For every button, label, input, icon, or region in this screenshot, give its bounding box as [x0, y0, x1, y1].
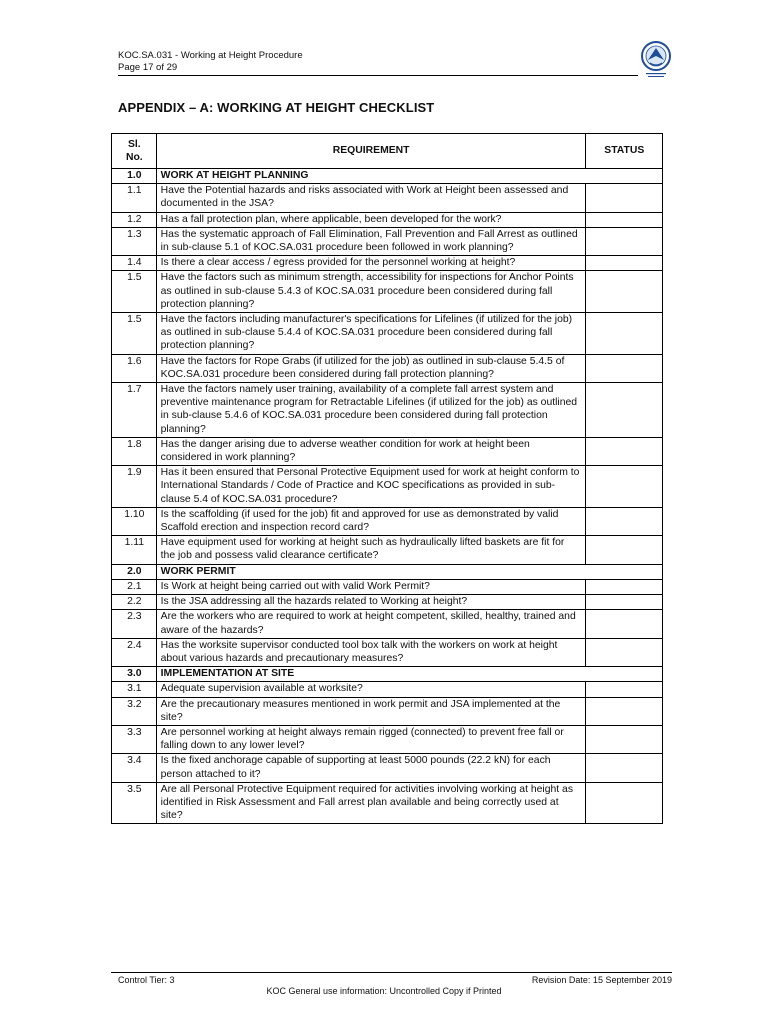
table-row: [112, 184, 663, 212]
table-row: [112, 536, 663, 564]
requirement-text: Have the factors including manufacturer's specifications for Lifelines (if utilized for the job) as outlined in sub-clause 5.4.4 of KOC.SA.031 procedure been considered during fall protection planning?: [156, 313, 585, 355]
table-row: [112, 782, 663, 824]
requirement-text: Is the fixed anchorage capable of supporting at least 5000 pounds (22.2 kN) for each person attached to it?: [156, 754, 585, 782]
requirement-text: Is Work at height being carried out with valid Work Permit?: [156, 579, 585, 594]
koc-logo-icon: [638, 40, 674, 80]
table-row: [112, 313, 663, 355]
section-row: [112, 169, 663, 184]
column-header-status: STATUS: [585, 134, 662, 169]
table-row: [112, 354, 663, 382]
status-cell[interactable]: [585, 595, 662, 610]
item-number: 1.5: [112, 271, 157, 313]
item-number: 1.11: [112, 536, 157, 564]
status-cell[interactable]: [585, 579, 662, 594]
item-number: 1.5: [112, 313, 157, 355]
doc-title-line: KOC.SA.031 - Working at Height Procedure: [118, 50, 303, 61]
table-row: [112, 227, 663, 255]
table-row: [112, 437, 663, 465]
status-cell[interactable]: [585, 638, 662, 666]
requirement-text: Have equipment used for working at height such as hydraulically lifted baskets are fit for the job and possess valid clearance certificate?: [156, 536, 585, 564]
status-cell[interactable]: [585, 697, 662, 725]
requirement-text: Are the workers who are required to work at height competent, skilled, healthy, trained and aware of the hazards?: [156, 610, 585, 638]
item-number: 3.1: [112, 682, 157, 697]
item-number: 3.3: [112, 725, 157, 753]
requirement-text: Has the danger arising due to adverse weather condition for work at height been considered in work planning?: [156, 437, 585, 465]
item-number: 2.4: [112, 638, 157, 666]
page-title: APPENDIX – A: WORKING AT HEIGHT CHECKLIST: [118, 100, 435, 115]
status-cell[interactable]: [585, 256, 662, 271]
table-header-row: [112, 134, 663, 169]
section-title: WORK AT HEIGHT PLANNING: [156, 169, 662, 184]
item-number: 1.10: [112, 507, 157, 535]
header-divider: [118, 75, 638, 76]
requirement-text: Has it been ensured that Personal Protective Equipment used for work at height conform to International Standards / Code of Practice and KOC specifications as provided in sub-clause 5.4 of KOC.SA.031 procedure?: [156, 466, 585, 508]
status-cell[interactable]: [585, 313, 662, 355]
document-header: [118, 50, 303, 74]
table-row: [112, 697, 663, 725]
table-row: [112, 212, 663, 227]
item-number: 1.8: [112, 437, 157, 465]
page-number-line: Page 17 of 29: [118, 62, 178, 73]
item-number: 1.4: [112, 256, 157, 271]
status-cell[interactable]: [585, 754, 662, 782]
item-number: 1.2: [112, 212, 157, 227]
status-cell[interactable]: [585, 466, 662, 508]
checklist-table: [111, 133, 663, 824]
requirement-text: Are the precautionary measures mentioned in work permit and JSA implemented at the site?: [156, 697, 585, 725]
item-number: 3.5: [112, 782, 157, 824]
status-cell[interactable]: [585, 354, 662, 382]
status-cell[interactable]: [585, 507, 662, 535]
item-number: 2.2: [112, 595, 157, 610]
status-cell[interactable]: [585, 782, 662, 824]
section-row: [112, 564, 663, 579]
status-cell[interactable]: [585, 212, 662, 227]
table-row: [112, 725, 663, 753]
table-row: [112, 595, 663, 610]
item-number: 3.2: [112, 697, 157, 725]
table-row: [112, 682, 663, 697]
requirement-text: Have the factors namely user training, availability of a complete fall arrest system and preventive maintenance program for Retractable Lifelines (if utilized for the job) as outlined in sub-clause 5.4.6 of KOC.SA.031 procedure been considered during fall protection planning?: [156, 383, 585, 438]
item-number: 1.3: [112, 227, 157, 255]
requirement-text: Adequate supervision available at worksite?: [156, 682, 585, 697]
footer-divider: [111, 972, 672, 973]
item-number: 2.1: [112, 579, 157, 594]
item-number: 1.9: [112, 466, 157, 508]
copy-notice: KOC General use information: Uncontrolled Copy if Printed: [266, 986, 502, 996]
table-row: [112, 256, 663, 271]
requirement-text: Are personnel working at height always remain rigged (connected) to prevent free fall or falling down to any lower level?: [156, 725, 585, 753]
status-cell[interactable]: [585, 536, 662, 564]
requirement-text: Has a fall protection plan, where applicable, been developed for the work?: [156, 212, 585, 227]
item-number: 3.4: [112, 754, 157, 782]
column-header-requirement: REQUIREMENT: [156, 134, 585, 169]
item-number: 1.1: [112, 184, 157, 212]
status-cell[interactable]: [585, 437, 662, 465]
section-title: WORK PERMIT: [156, 564, 662, 579]
requirement-text: Have the Potential hazards and risks associated with Work at Height been assessed and documented in the JSA?: [156, 184, 585, 212]
item-number: 2.0: [112, 564, 157, 579]
requirement-text: Is there a clear access / egress provided for the personnel working at height?: [156, 256, 585, 271]
status-cell[interactable]: [585, 725, 662, 753]
status-cell[interactable]: [585, 271, 662, 313]
requirement-text: Have the factors for Rope Grabs (if utilized for the job) as outlined in sub-clause 5.4.5 of KOC.SA.031 procedure been considered during fall protection planning?: [156, 354, 585, 382]
status-cell[interactable]: [585, 227, 662, 255]
status-cell[interactable]: [585, 610, 662, 638]
item-number: 1.7: [112, 383, 157, 438]
revision-date: Revision Date: 15 September 2019: [531, 975, 672, 985]
item-number: 2.3: [112, 610, 157, 638]
requirement-text: Are all Personal Protective Equipment required for activities involving working at height as identified in Risk Assessment and Fall arrest plan available and being correctly used at site?: [156, 782, 585, 824]
table-row: [112, 466, 663, 508]
table-row: [112, 579, 663, 594]
status-cell[interactable]: [585, 383, 662, 438]
requirement-text: Is the JSA addressing all the hazards related to Working at height?: [156, 595, 585, 610]
table-row: [112, 271, 663, 313]
item-number: 1.6: [112, 354, 157, 382]
column-header-number: Sl. No.: [112, 134, 157, 169]
section-row: [112, 667, 663, 682]
item-number: 1.0: [112, 169, 157, 184]
requirement-text: Is the scaffolding (if used for the job) fit and approved for use as demonstrated by valid Scaffold erection and inspection record card?: [156, 507, 585, 535]
status-cell[interactable]: [585, 184, 662, 212]
table-row: [112, 638, 663, 666]
control-tier: Control Tier: 3: [118, 975, 175, 985]
item-number: 3.0: [112, 667, 157, 682]
table-row: [112, 610, 663, 638]
requirement-text: Has the worksite supervisor conducted tool box talk with the workers on work at height about various hazards and precautionary measures?: [156, 638, 585, 666]
table-row: [112, 754, 663, 782]
table-row: [112, 383, 663, 438]
requirement-text: Has the systematic approach of Fall Elimination, Fall Prevention and Fall Arrest as outlined in sub-clause 5.1 of KOC.SA.031 procedure been followed in work planning?: [156, 227, 585, 255]
status-cell[interactable]: [585, 682, 662, 697]
section-title: IMPLEMENTATION AT SITE: [156, 667, 662, 682]
requirement-text: Have the factors such as minimum strength, accessibility for inspections for Anchor Points as outlined in sub-clause 5.4.3 of KOC.SA.031 procedure been considered during fall protection planning?: [156, 271, 585, 313]
table-row: [112, 507, 663, 535]
